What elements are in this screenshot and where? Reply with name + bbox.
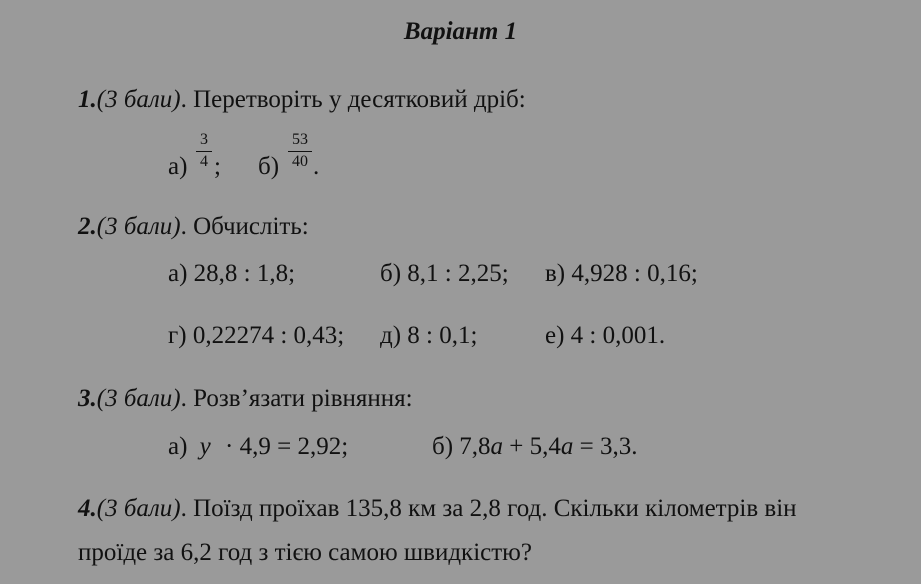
equation-b-part2: + 5,4 [503,433,561,460]
calc-item-e: е) 4 : 0,001. [545,322,666,349]
fraction-a-semicolon: ; [214,153,221,180]
equation-b-var1: a [490,433,504,460]
variant-title: Варіант 1 [403,18,518,45]
fraction-b [288,131,312,171]
task-1-heading [78,86,526,114]
fraction-b-period: . [313,153,320,180]
equation-b-part1: 7,8 [459,433,491,460]
equation-a-rest: · 4,9 = 2,92; [225,433,349,460]
equation-b-label: б) [432,433,454,460]
task-points: (3 бали) [96,213,181,240]
equation-a-label: а) [168,433,188,460]
task-instruction: . Розв’язати рівняння: [180,385,413,412]
task-number: 1. [78,86,97,113]
task-2-heading [78,213,309,241]
fraction-a-numerator: 3 [200,131,208,148]
task-instruction-line1: . Поїзд проїхав 135,8 км за 2,8 год. Скільки кілометрів він [180,495,797,522]
fraction-a-bar [196,151,212,152]
task-4-line2: проїде за 6,2 год з тією самою швидкістю? [78,539,532,566]
task-3-heading [78,385,413,413]
calc-item-b: б) 8,1 : 2,25; [380,260,509,287]
calc-item-v: в) 4,928 : 0,16; [545,260,698,287]
fraction-b-label: б) [258,153,280,180]
equation-b [432,433,638,461]
task-number: 3. [78,385,97,412]
task-4-heading [78,495,797,523]
equation-b-part3: = 3,3. [573,433,638,460]
task-points: (3 бали) [96,495,181,522]
fraction-b-bar [288,151,312,152]
task-instruction: . Перетворіть у десятковий дріб: [180,86,526,113]
calc-item-g: г) 0,22274 : 0,43; [168,322,345,349]
fraction-a-label: а) [168,153,188,180]
fraction-a-denominator: 4 [200,153,208,170]
fraction-a [196,131,212,171]
calc-item-a: а) 28,8 : 1,8; [168,260,296,287]
task-number: 2. [78,213,97,240]
calc-item-d: д) 8 : 0,1; [380,322,478,349]
equation-a-variable: y [199,433,211,460]
task-number: 4. [78,495,97,522]
task-points: (3 бали) [96,385,181,412]
equation-a [168,433,348,461]
equation-b-var2: a [560,433,574,460]
fraction-b-denominator: 40 [292,153,308,170]
task-points: (3 бали) [96,86,181,113]
fraction-b-numerator: 53 [292,131,308,148]
task-instruction: . Обчисліть: [180,213,309,240]
